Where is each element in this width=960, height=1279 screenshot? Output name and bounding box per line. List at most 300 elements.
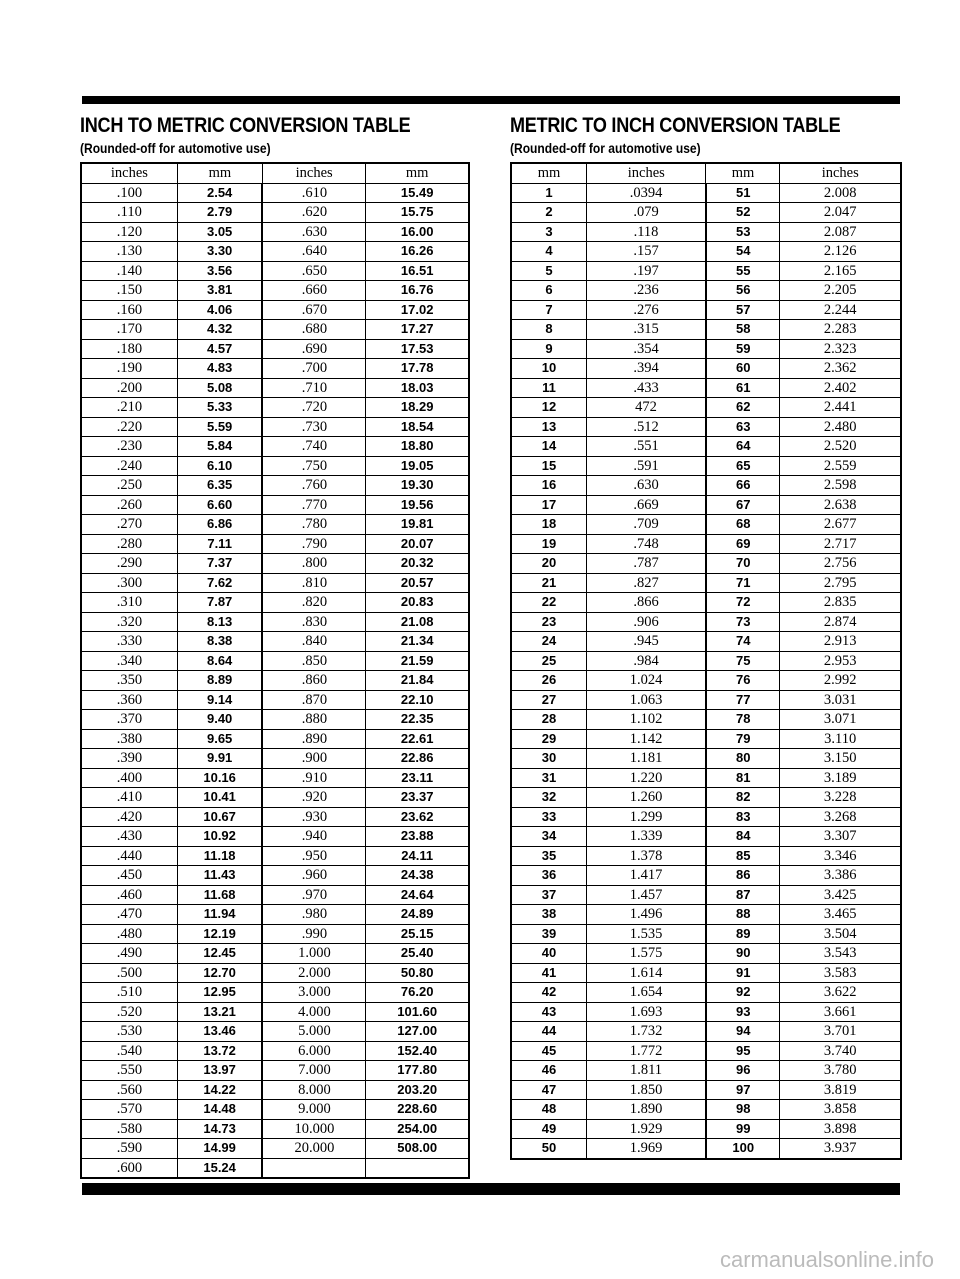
table-cell: 28 [511,710,587,730]
table-row [81,1158,469,1178]
table-cell: .360 [81,690,177,710]
table-cell: 3.740 [780,1041,901,1061]
table-row [81,690,469,710]
table-cell: 2.913 [780,632,901,652]
table-cell: 50 [511,1139,587,1159]
table-row [511,983,901,1003]
table-cell: 3.425 [780,885,901,905]
table-row [81,456,469,476]
table-cell: 16 [511,476,587,496]
table-cell [262,1158,365,1178]
table-cell: 40 [511,944,587,964]
table-cell: .940 [262,827,365,847]
table-row [81,261,469,281]
table-row [81,827,469,847]
table-cell: .400 [81,768,177,788]
table-cell: 3.780 [780,1061,901,1081]
column-header: mm [177,163,262,183]
table-row [81,203,469,223]
table-cell: 8 [511,320,587,340]
table-cell: .866 [587,593,706,613]
bottom-rule [82,1183,900,1195]
table-cell: 2.000 [262,963,365,983]
table-cell: 9.000 [262,1100,365,1120]
table-cell: .276 [587,300,706,320]
table-cell: 38 [511,905,587,925]
table-cell: .680 [262,320,365,340]
table-cell: 51 [706,183,780,203]
table-row [511,456,901,476]
table-cell: 1.299 [587,807,706,827]
table-row [511,827,901,847]
column-header: mm [706,163,780,183]
table-row [81,749,469,769]
table-cell: 66 [706,476,780,496]
table-row [81,183,469,203]
table-cell: 1.654 [587,983,706,1003]
table-cell: .560 [81,1080,177,1100]
table-cell: 228.60 [366,1100,469,1120]
table-cell: 8.89 [177,671,262,691]
table-cell: .210 [81,398,177,418]
table-cell: 9.14 [177,690,262,710]
table-cell: 3.583 [780,963,901,983]
table-cell: 2.559 [780,456,901,476]
table-cell: 6.86 [177,515,262,535]
table-cell: 17 [511,495,587,515]
column-header: inches [780,163,901,183]
table-cell: .780 [262,515,365,535]
table-cell: 27 [511,690,587,710]
table-cell: 86 [706,866,780,886]
table-cell: 6.35 [177,476,262,496]
table-cell: 2.79 [177,203,262,223]
table-cell: 14.48 [177,1100,262,1120]
table-cell: .380 [81,729,177,749]
table-cell: .320 [81,612,177,632]
table-cell: .150 [81,281,177,301]
table-cell: 2.835 [780,593,901,613]
table-cell: .500 [81,963,177,983]
table-cell: .551 [587,437,706,457]
table-cell: .350 [81,671,177,691]
table-row [511,515,901,535]
table-cell: .610 [262,183,365,203]
table-cell: .220 [81,417,177,437]
table-cell: .591 [587,456,706,476]
table-cell: 1.929 [587,1119,706,1139]
table-row [81,359,469,379]
table-cell: .740 [262,437,365,457]
table-cell: 10.92 [177,827,262,847]
table-cell: .118 [587,222,706,242]
table-cell: .750 [262,456,365,476]
table-cell: .790 [262,534,365,554]
table-row [511,417,901,437]
table-cell: 177.80 [366,1061,469,1081]
table-cell: 9.91 [177,749,262,769]
table-cell: 76 [706,671,780,691]
table-cell: 97 [706,1080,780,1100]
table-cell: 24.89 [366,905,469,925]
table-cell: 22.86 [366,749,469,769]
table-cell: 13.72 [177,1041,262,1061]
table-cell: 18.03 [366,378,469,398]
table-row [81,1139,469,1159]
table-cell: 68 [706,515,780,535]
table-cell: 18.54 [366,417,469,437]
table-cell: 3.543 [780,944,901,964]
table-cell: 8.000 [262,1080,365,1100]
table-cell: 20 [511,554,587,574]
table-cell: 12 [511,398,587,418]
column-header: mm [511,163,587,183]
table-cell: 53 [706,222,780,242]
table-cell: 1.220 [587,768,706,788]
table-cell: 15 [511,456,587,476]
table-cell: 2.362 [780,359,901,379]
table-row [81,554,469,574]
table-cell: .709 [587,515,706,535]
table-cell: .230 [81,437,177,457]
table-row [511,1100,901,1120]
table-row [511,749,901,769]
table-cell: 1.850 [587,1080,706,1100]
table-cell: 3.189 [780,768,901,788]
table-cell: 42 [511,983,587,1003]
table-cell: 21 [511,573,587,593]
table-row [511,671,901,691]
table-cell: .550 [81,1061,177,1081]
table-cell: 11.94 [177,905,262,925]
table-row [511,612,901,632]
table-cell: 508.00 [366,1139,469,1159]
table-cell: 1.535 [587,924,706,944]
table-row [511,944,901,964]
metric-to-inch-title: METRIC TO INCH CONVERSION TABLE [510,114,841,137]
table-cell: 1.732 [587,1022,706,1042]
table-row [511,573,901,593]
inch-to-metric-title: INCH TO METRIC CONVERSION TABLE [80,114,411,137]
table-cell: .410 [81,788,177,808]
table-cell: 77 [706,690,780,710]
table-cell: 30 [511,749,587,769]
table-cell: 1 [511,183,587,203]
table-row [511,1041,901,1061]
table-cell: .906 [587,612,706,632]
table-row [81,788,469,808]
table-cell: 3 [511,222,587,242]
table-cell: .690 [262,339,365,359]
table-cell: 49 [511,1119,587,1139]
table-row [81,983,469,1003]
table-cell: .800 [262,554,365,574]
table-cell: 72 [706,593,780,613]
table-cell: 85 [706,846,780,866]
table-cell: 44 [511,1022,587,1042]
table-row [511,261,901,281]
table-row [81,651,469,671]
table-cell: 2.008 [780,183,901,203]
table-cell: 472 [587,398,706,418]
table-cell: 14.99 [177,1139,262,1159]
table-cell: 55 [706,261,780,281]
table-cell: 2.402 [780,378,901,398]
table-cell: 45 [511,1041,587,1061]
table-cell: 69 [706,534,780,554]
metric-to-inch-subtitle: (Rounded-off for automotive use) [510,140,701,156]
table-cell: 2.047 [780,203,901,223]
table-cell: 91 [706,963,780,983]
table-cell: 24.11 [366,846,469,866]
table-cell: 2 [511,203,587,223]
table-cell: 2.638 [780,495,901,515]
table-cell: 5.08 [177,378,262,398]
table-cell: 20.000 [262,1139,365,1159]
table-cell: .290 [81,554,177,574]
table-cell: 10.000 [262,1119,365,1139]
table-row [81,437,469,457]
table-cell: 12.19 [177,924,262,944]
table-cell: 10 [511,359,587,379]
table-cell: 7.000 [262,1061,365,1081]
table-cell: 26 [511,671,587,691]
table-row [511,651,901,671]
table-cell: 32 [511,788,587,808]
table-cell: 92 [706,983,780,1003]
table-cell: .930 [262,807,365,827]
table-cell: 4.32 [177,320,262,340]
table-cell: 14.22 [177,1080,262,1100]
table-row [81,671,469,691]
table-cell: .910 [262,768,365,788]
table-row [511,476,901,496]
table-cell: 3.465 [780,905,901,925]
inch-to-metric-subtitle: (Rounded-off for automotive use) [80,140,271,156]
table-cell: 101.60 [366,1002,469,1022]
table-cell: 2.520 [780,437,901,457]
table-cell: .830 [262,612,365,632]
table-row [81,515,469,535]
table-cell: .160 [81,300,177,320]
table-cell: 13.21 [177,1002,262,1022]
table-cell: 127.00 [366,1022,469,1042]
table-cell: 3.031 [780,690,901,710]
table-cell: .530 [81,1022,177,1042]
table-cell: .590 [81,1139,177,1159]
table-cell: 152.40 [366,1041,469,1061]
table-cell: .354 [587,339,706,359]
table-cell: 31 [511,768,587,788]
table-cell: 33 [511,807,587,827]
table-row [511,1061,901,1081]
table-cell: 2.677 [780,515,901,535]
table-cell: 29 [511,729,587,749]
table-row [511,203,901,223]
table-cell: 4.83 [177,359,262,379]
table-cell: .110 [81,203,177,223]
table-row [81,612,469,632]
table-cell: .880 [262,710,365,730]
table-cell: .960 [262,866,365,886]
table-cell: 15.75 [366,203,469,223]
table-row [511,534,901,554]
table-cell: .890 [262,729,365,749]
table-cell: 37 [511,885,587,905]
table-row [81,729,469,749]
table-cell: 46 [511,1061,587,1081]
table-cell: .394 [587,359,706,379]
table-cell: 18.29 [366,398,469,418]
table-cell: 63 [706,417,780,437]
table-cell: 4.06 [177,300,262,320]
table-cell: .100 [81,183,177,203]
table-cell: 11.68 [177,885,262,905]
table-cell: 94 [706,1022,780,1042]
table-cell: 3.56 [177,261,262,281]
table-cell: 99 [706,1119,780,1139]
table-cell: 1.969 [587,1139,706,1159]
table-row [511,281,901,301]
table-cell: 24 [511,632,587,652]
table-cell: 47 [511,1080,587,1100]
table-cell: .440 [81,846,177,866]
table-cell: 15.24 [177,1158,262,1178]
table-cell: .490 [81,944,177,964]
table-row [511,1119,901,1139]
table-cell: 3.661 [780,1002,901,1022]
table-cell: .650 [262,261,365,281]
table-cell: .460 [81,885,177,905]
table-cell: 65 [706,456,780,476]
table-row [81,710,469,730]
table-row [511,924,901,944]
table-cell: 93 [706,1002,780,1022]
table-cell: 13 [511,417,587,437]
table-cell: 2.323 [780,339,901,359]
table-cell: .140 [81,261,177,281]
table-cell: .760 [262,476,365,496]
table-cell: 3.05 [177,222,262,242]
table-row [81,534,469,554]
table-cell: 17.78 [366,359,469,379]
column-header: mm [366,163,469,183]
table-row [81,1041,469,1061]
table-cell: 17.53 [366,339,469,359]
table-row [81,495,469,515]
table-cell: .300 [81,573,177,593]
metric-to-inch-section [510,114,902,1157]
table-cell: 25.15 [366,924,469,944]
table-cell: .079 [587,203,706,223]
table-cell: 74 [706,632,780,652]
table-cell: 95 [706,1041,780,1061]
table-cell: 203.20 [366,1080,469,1100]
table-cell: 23.11 [366,768,469,788]
table-cell: .770 [262,495,365,515]
table-cell: 8.38 [177,632,262,652]
table-cell: 4.57 [177,339,262,359]
table-cell: .470 [81,905,177,925]
table-cell: .480 [81,924,177,944]
table-cell: 22.61 [366,729,469,749]
table-cell: .197 [587,261,706,281]
table-cell: 19.56 [366,495,469,515]
table-cell: .660 [262,281,365,301]
table-cell: 98 [706,1100,780,1120]
table-cell: 7 [511,300,587,320]
table-cell: 2.795 [780,573,901,593]
table-row [511,846,901,866]
table-cell: .748 [587,534,706,554]
table-cell: 75 [706,651,780,671]
table-cell: 2.598 [780,476,901,496]
table-row [81,1002,469,1022]
table-row [511,183,901,203]
table-cell: 1.496 [587,905,706,925]
table-row [81,885,469,905]
table-cell: 43 [511,1002,587,1022]
table-cell: .512 [587,417,706,437]
table-cell: 1.614 [587,963,706,983]
table-cell: 9 [511,339,587,359]
table-cell: 3.150 [780,749,901,769]
table-cell: .130 [81,242,177,262]
table-cell: 16.26 [366,242,469,262]
table-cell: 9.40 [177,710,262,730]
table-cell: 21.84 [366,671,469,691]
table-cell: 6.000 [262,1041,365,1061]
table-cell: .620 [262,203,365,223]
table-cell: 13.46 [177,1022,262,1042]
table-cell: 87 [706,885,780,905]
table-cell: 1.693 [587,1002,706,1022]
table-cell: 57 [706,300,780,320]
table-row [511,398,901,418]
table-cell: 2.126 [780,242,901,262]
table-row [511,300,901,320]
table-cell: 23.88 [366,827,469,847]
table-row [511,963,901,983]
table-cell: 24.64 [366,885,469,905]
table-cell: 13.97 [177,1061,262,1081]
table-row [511,807,901,827]
table-cell: .340 [81,651,177,671]
table-cell: 1.260 [587,788,706,808]
table-cell: 5.59 [177,417,262,437]
table-cell: .710 [262,378,365,398]
table-cell: .840 [262,632,365,652]
top-rule [82,96,900,104]
table-cell: .0394 [587,183,706,203]
table-cell: 39 [511,924,587,944]
table-row [511,378,901,398]
table-row [81,339,469,359]
table-cell: 6 [511,281,587,301]
table-cell: 2.717 [780,534,901,554]
table-row [81,281,469,301]
table-cell: 81 [706,768,780,788]
table-row [511,690,901,710]
table-cell: 3.110 [780,729,901,749]
table-cell: .820 [262,593,365,613]
table-cell: 84 [706,827,780,847]
table-cell: .730 [262,417,365,437]
table-cell: .980 [262,905,365,925]
table-cell: .670 [262,300,365,320]
table-row [81,866,469,886]
table-cell: 2.165 [780,261,901,281]
